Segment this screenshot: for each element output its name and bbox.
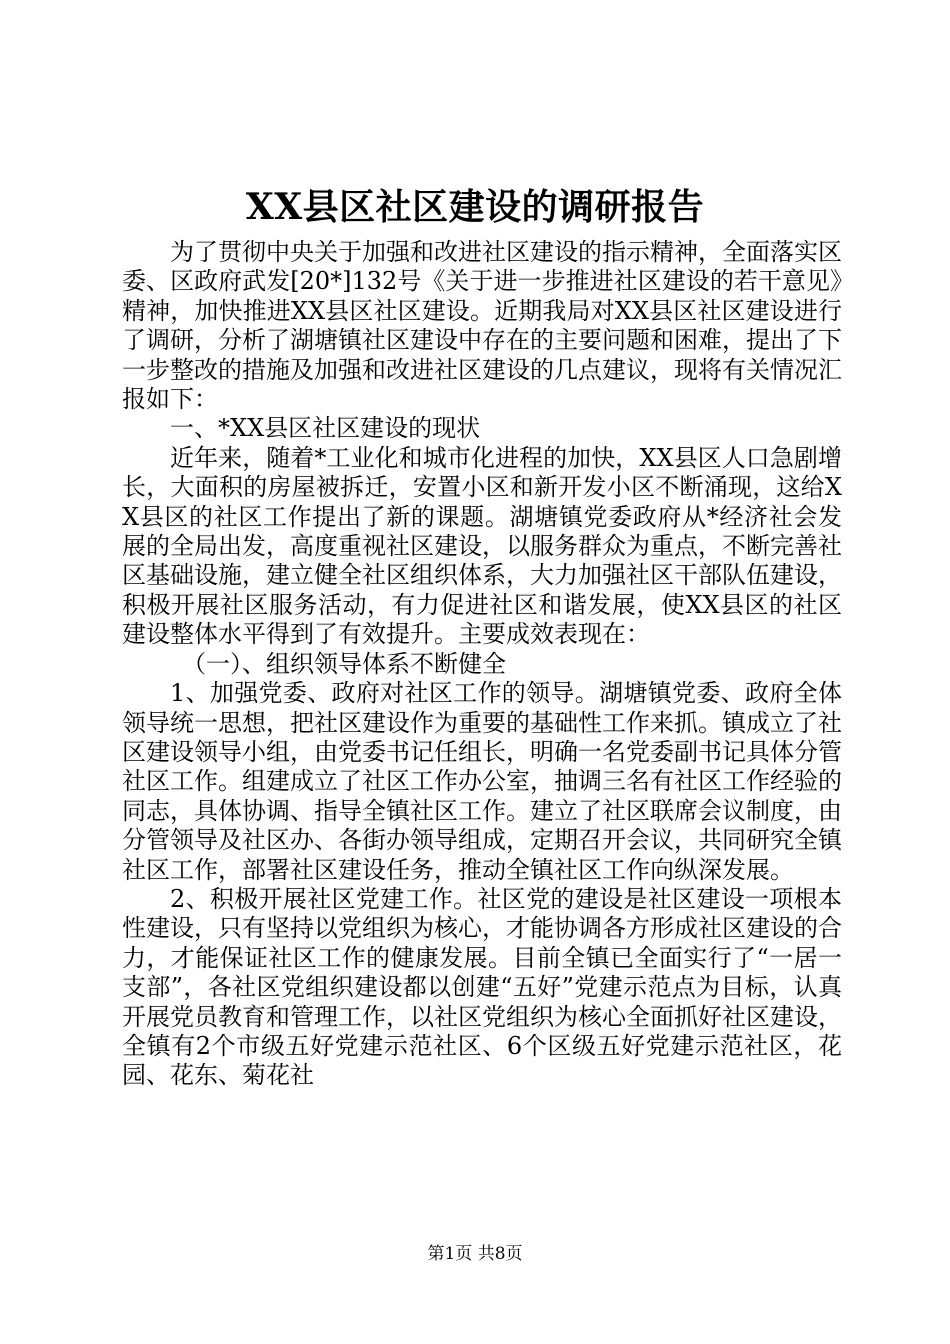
item-paragraph-2: 2、积极开展社区党建工作。社区党的建设是社区建设一项根本性建设，只有坚持以党组织为核心，才能协调各方形成社区建设的合力，才能保证社区工作的健康发展。目前全镇已全面实行了“一居一支部”，各社区党组织建设都以创建“五好”党建示范点为目标，认真开展党员教育和管理工作，以社区党组织为核心全面抓好社区建设，全镇有2个市级五好党建示范社区、6个区级五好党建示范社区，花园、花东、菊花社	[122, 884, 842, 1090]
page-number-footer: 第1页 共8页	[427, 1244, 523, 1264]
section-heading-1: 一、*XX县区社区建设的现状	[170, 414, 481, 443]
status-paragraph: 近年来，随着*工业化和城市化进程的加快，XX县区人口急剧增长，大面积的房屋被拆迁，安置小区和新开发小区不断涌现，这给XX县区的社区工作提出了新的课题。湖塘镇党委政府从*经济社会发展的全局出发，高度重视社区建设，以服务群众为重点，不断完善社区基础设施，建立健全社区组织体系，大力加强社区干部队伍建设，积极开展社区服务活动，有力促进社区和谐发展，使XX县区的社区建设整体水平得到了有效提升。主要成效表现在：	[122, 443, 842, 649]
intro-paragraph: 为了贯彻中央关于加强和改进社区建设的指示精神，全面落实区委、区政府武发[20*]132号《关于进一步推进社区建设的若干意见》精神，加快推进XX县区社区建设。近期我局对XX县区社区建设进行了调研，分析了湖塘镇社区建设中存在的主要问题和困难，提出了下一步整改的措施及加强和改进社区建设的几点建议，现将有关情况汇报如下：	[122, 238, 842, 414]
document-body	[122, 238, 842, 1091]
item-paragraph-1: 1、加强党委、政府对社区工作的领导。湖塘镇党委、政府全体领导统一思想，把社区建设作为重要的基础性工作来抓。镇成立了社区建设领导小组，由党委书记任组长，明确一名党委副书记具体分管社区工作。组建成立了社区工作办公室，抽调三名有社区工作经验的同志，具体协调、指导全镇社区工作。建立了社区联席会议制度，由分管领导及社区办、各街办领导组成，定期召开会议，共同研究全镇社区工作，部署社区建设任务，推动全镇社区工作向纵深发展。	[122, 679, 842, 884]
subsection-heading-1: （一）、组织领导体系不断健全	[182, 649, 506, 678]
document-title: XX县区社区建设的调研报告	[245, 186, 705, 228]
